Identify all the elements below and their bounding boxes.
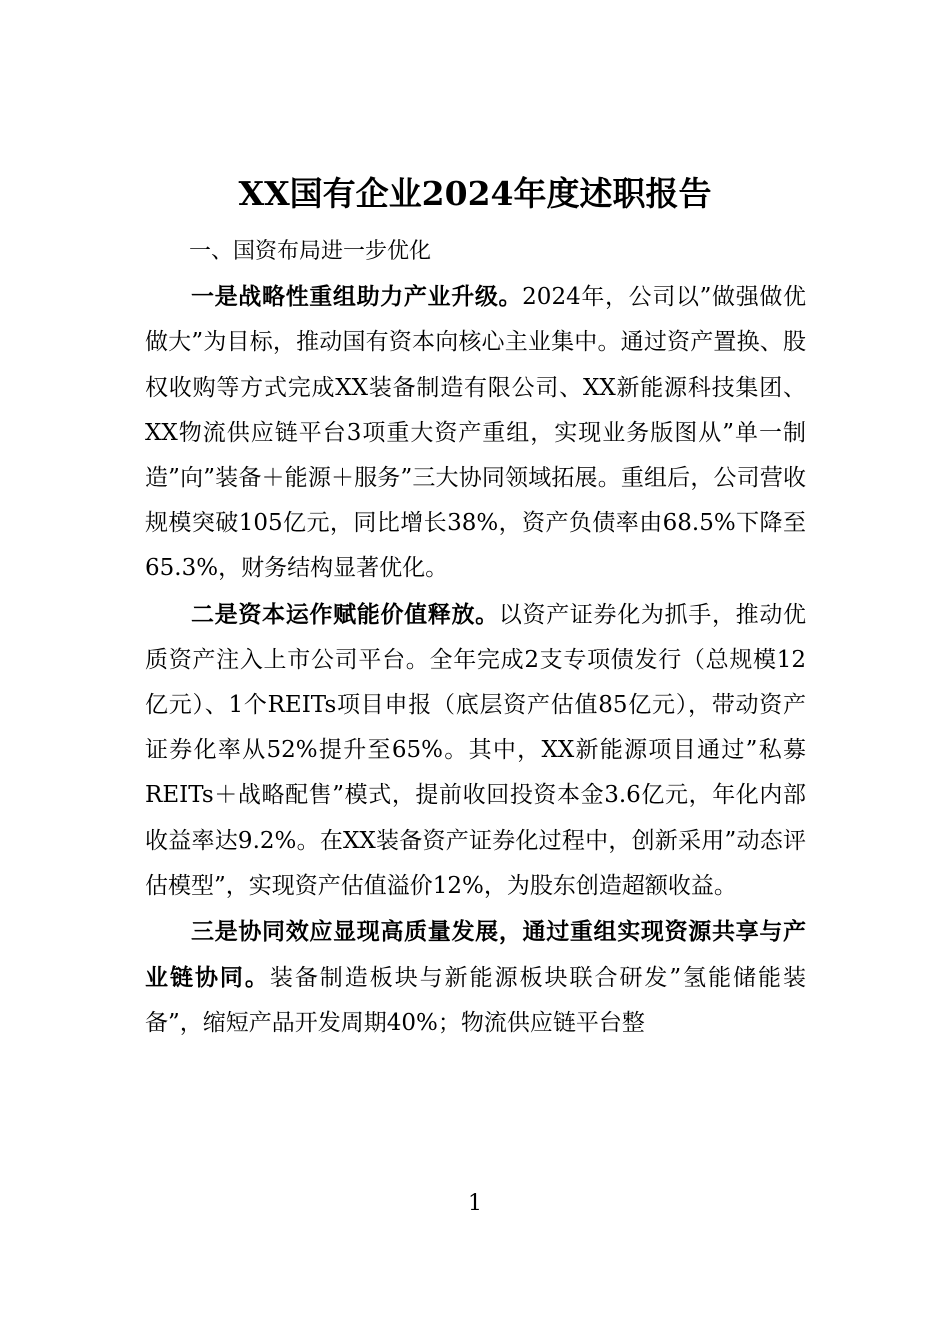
paragraph-lead: 二是资本运作赋能价值释放。 bbox=[191, 600, 499, 628]
paragraph-2 bbox=[145, 592, 806, 909]
document-body bbox=[145, 229, 806, 1047]
paragraph-text: 装备制造板块与新能源板块联合研发”氢能储能装备”，缩短产品开发周期40%；物流供应链平台整 bbox=[145, 965, 806, 1037]
page-number: 1 bbox=[468, 1191, 482, 1216]
paragraph-lead: 三是协同效应显现高质量发展，通过重组实现资源共享与产业链协同。 bbox=[145, 918, 806, 992]
document-title: XX国有企业2024年度述职报告 bbox=[238, 174, 712, 213]
paragraph-lead: 一是战略性重组助力产业升级。 bbox=[191, 283, 523, 311]
paragraph-text: 以资产证券化为抓手，推动优质资产注入上市公司平台。全年完成2支专项债发行（总规模12亿元）、1个REITs项目申报（底层资产估值85亿元），带动资产证券化率从52%提升至65%。其中，XX新能源项目通过”私募REITs＋战略配售”模式，提前收回投资本金3.6亿元，年化内部收益率达9.2%。在XX装备资产证券化过程中，创新采用”动态评估模型”，实现资产估值溢价12%，为股东创造超额收益。 bbox=[145, 601, 807, 899]
paragraph-1 bbox=[145, 274, 806, 591]
section-heading: 一、国资布局进一步优化 bbox=[189, 239, 432, 264]
paragraph-3 bbox=[145, 909, 806, 1047]
paragraph-text: 2024年，公司以”做强做优做大”为目标，推动国有资本向核心主业集中。通过资产置换、股权收购等方式完成XX装备制造有限公司、XX新能源科技集团、XX物流供应链平台3项重大资产重组，实现业务版图从”单一制造”向”装备＋能源＋服务”三大协同领域拓展。重组后，公司营收规模突破105亿元，同比增长38%，资产负债率由68.5%下降至65.3%，财务结构显著优化。 bbox=[145, 284, 807, 582]
